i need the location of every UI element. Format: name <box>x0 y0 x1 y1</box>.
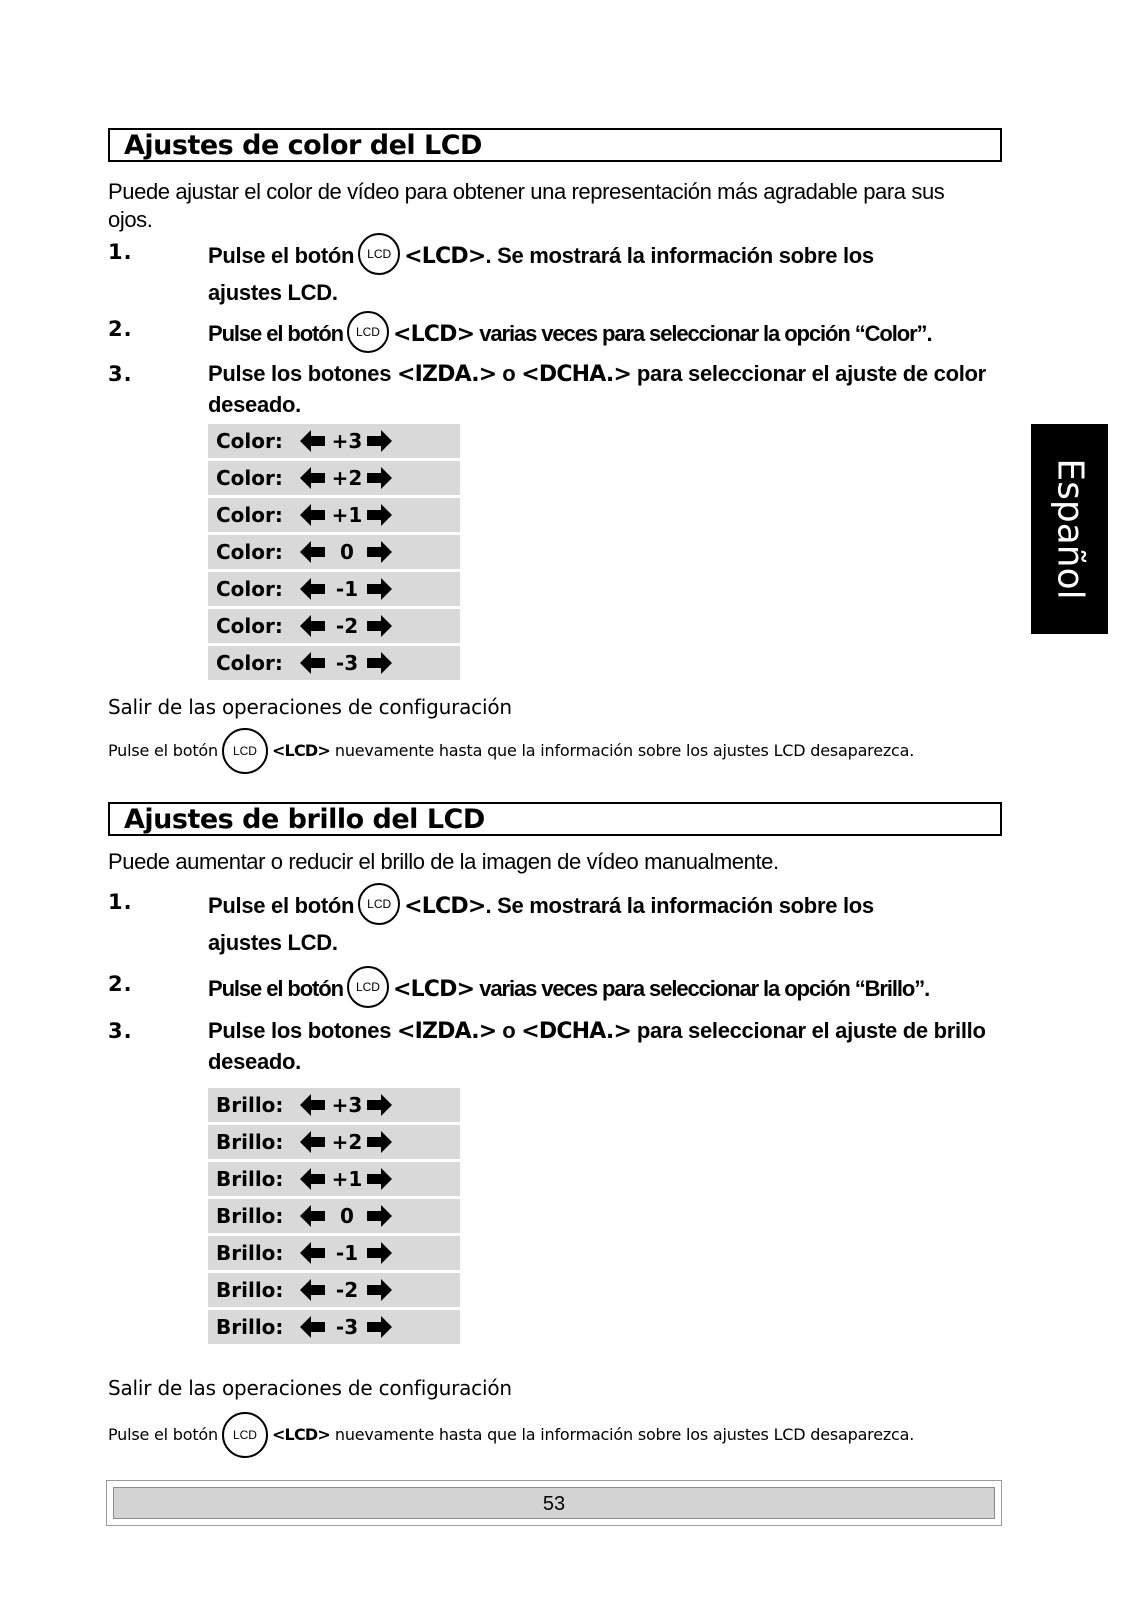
arrow-right-icon <box>366 1316 392 1343</box>
setting-row <box>208 1088 460 1122</box>
lcd-button-icon: LCD <box>222 728 268 774</box>
setting-label: Color: <box>216 540 283 564</box>
arrow-left-icon <box>300 430 326 457</box>
setting-row <box>208 609 460 643</box>
step-text: para seleccionar el ajuste de color deseado. <box>208 361 986 417</box>
setting-label: Brillo: <box>216 1130 284 1154</box>
step-number: 2. <box>108 972 133 996</box>
setting-row <box>208 646 460 680</box>
step-number: 2. <box>108 317 133 341</box>
step-number: 3. <box>108 1019 133 1043</box>
page-number: 53 <box>113 1487 995 1519</box>
setting-label: Brillo: <box>216 1241 284 1265</box>
step-text: Pulse el botón <box>208 242 355 268</box>
setting-value: +1 <box>331 503 363 527</box>
setting-label: Color: <box>216 614 283 638</box>
setting-value: -2 <box>335 614 359 638</box>
page-footer <box>106 1480 1002 1526</box>
arrow-left-icon <box>300 652 326 679</box>
step-text: para seleccionar el ajuste de brillo deseado. <box>208 1018 986 1074</box>
setting-row <box>208 1310 460 1344</box>
arrow-left-icon <box>300 504 326 531</box>
arrow-left-icon <box>300 578 326 605</box>
step-text: . Se mostrará la información sobre los <box>485 242 874 268</box>
setting-label: Color: <box>216 429 283 453</box>
intro-color: Puede ajustar el color de vídeo para obtener una representación más agradable para sus ojos. <box>108 179 945 232</box>
step-text: o <box>496 361 522 386</box>
lcd-key: <LCD> <box>271 741 330 760</box>
setting-label: Color: <box>216 503 283 527</box>
arrow-left-icon <box>300 1168 326 1195</box>
arrow-right-icon <box>366 1242 392 1269</box>
arrow-left-icon <box>300 615 326 642</box>
step-1-color <box>208 236 1008 278</box>
setting-value: 0 <box>340 1204 354 1228</box>
setting-value: -3 <box>335 651 359 675</box>
setting-value: -3 <box>335 1315 359 1339</box>
left-key: <IZDA.> <box>396 362 497 387</box>
step-text: . Se mostrará la información sobre los <box>485 892 874 918</box>
step-text: varias veces para seleccionar la opción “Brillo”. <box>474 975 930 1001</box>
setting-row <box>208 498 460 532</box>
arrow-right-icon <box>366 652 392 679</box>
setting-label: Brillo: <box>216 1278 284 1302</box>
setting-row <box>208 461 460 495</box>
arrow-left-icon <box>300 1279 326 1306</box>
section-title-brightness: Ajustes de brillo del LCD <box>108 802 1002 836</box>
arrow-left-icon <box>300 1205 326 1232</box>
setting-row <box>208 424 460 458</box>
lcd-button-icon: LCD <box>222 1412 268 1458</box>
exit-text-color <box>108 727 914 775</box>
right-key: <DCHA.> <box>521 1019 632 1044</box>
lcd-key: <LCD> <box>392 321 475 347</box>
left-key: <IZDA.> <box>396 1019 497 1044</box>
step-1-brightness <box>208 886 1008 928</box>
step-text: Pulse el botón <box>208 975 343 1001</box>
step-text: Pulse el botón <box>208 320 343 346</box>
setting-label: Color: <box>216 577 283 601</box>
setting-label: Brillo: <box>216 1204 284 1228</box>
intro-brightness: Puede aumentar o reducir el brillo de la imagen de vídeo manualmente. <box>108 849 779 874</box>
step-2-brightness <box>208 969 1008 1011</box>
arrow-left-icon <box>300 1094 326 1121</box>
exit-text-pre: Pulse el botón <box>108 1425 218 1444</box>
setting-label: Brillo: <box>216 1315 284 1339</box>
arrow-left-icon <box>300 1131 326 1158</box>
setting-value: -2 <box>335 1278 359 1302</box>
language-tab <box>1031 424 1108 634</box>
arrow-left-icon <box>300 1242 326 1269</box>
arrow-right-icon <box>366 430 392 457</box>
section-title-color: Ajustes de color del LCD <box>108 128 1002 162</box>
step-1-brightness-line2: ajustes LCD. <box>208 930 338 955</box>
setting-row <box>208 1236 460 1270</box>
lcd-button-icon: LCD <box>347 311 389 353</box>
right-key: <DCHA.> <box>521 362 632 387</box>
setting-label: Brillo: <box>216 1167 284 1191</box>
lcd-key: <LCD> <box>392 976 475 1002</box>
lcd-button-icon: LCD <box>347 966 389 1008</box>
arrow-right-icon <box>366 1131 392 1158</box>
step-text: Pulse los botones <box>208 361 397 386</box>
step-number: 1. <box>108 890 133 914</box>
exit-text-pre: Pulse el botón <box>108 741 218 760</box>
setting-value: -1 <box>335 577 359 601</box>
lcd-key: <LCD> <box>404 893 486 919</box>
arrow-right-icon <box>366 1168 392 1195</box>
exit-text-brightness <box>108 1411 914 1459</box>
exit-title-brightness: Salir de las operaciones de configuración <box>108 1376 512 1400</box>
arrow-right-icon <box>366 541 392 568</box>
lcd-button-icon: LCD <box>358 233 400 275</box>
step-number: 3. <box>108 362 133 386</box>
setting-row <box>208 1199 460 1233</box>
lcd-button-icon: LCD <box>358 883 400 925</box>
step-text: Pulse el botón <box>208 892 355 918</box>
arrow-left-icon <box>300 467 326 494</box>
brightness-setting-list <box>208 1088 460 1347</box>
step-3-brightness <box>208 1016 998 1077</box>
setting-value: +3 <box>331 1093 363 1117</box>
lcd-key: <LCD> <box>404 243 486 269</box>
step-number: 1. <box>108 240 133 264</box>
step-text: o <box>496 1018 522 1043</box>
setting-row <box>208 1162 460 1196</box>
step-3-color <box>208 359 998 420</box>
arrow-right-icon <box>366 1205 392 1232</box>
arrow-right-icon <box>366 467 392 494</box>
setting-value: +2 <box>331 466 363 490</box>
setting-row <box>208 1273 460 1307</box>
exit-text-post: nuevamente hasta que la información sobre los ajustes LCD desaparezca. <box>330 1425 915 1444</box>
setting-value: -1 <box>335 1241 359 1265</box>
color-setting-list <box>208 424 460 683</box>
language-tab-label: Español <box>1049 458 1090 600</box>
exit-text-post: nuevamente hasta que la información sobre los ajustes LCD desaparezca. <box>330 741 915 760</box>
step-2-color <box>208 314 1008 356</box>
setting-value: +1 <box>331 1167 363 1191</box>
setting-value: 0 <box>340 540 354 564</box>
arrow-left-icon <box>300 1316 326 1343</box>
setting-value: +3 <box>331 429 363 453</box>
setting-label: Color: <box>216 466 283 490</box>
step-text: Pulse los botones <box>208 1018 397 1043</box>
arrow-right-icon <box>366 615 392 642</box>
arrow-right-icon <box>366 1279 392 1306</box>
setting-row <box>208 1125 460 1159</box>
exit-title-color: Salir de las operaciones de configuración <box>108 695 512 719</box>
setting-row <box>208 535 460 569</box>
setting-label: Color: <box>216 651 283 675</box>
lcd-key: <LCD> <box>271 1425 330 1444</box>
arrow-right-icon <box>366 1094 392 1121</box>
setting-row <box>208 572 460 606</box>
setting-label: Brillo: <box>216 1093 284 1117</box>
step-1-color-line2: ajustes LCD. <box>208 280 338 305</box>
arrow-right-icon <box>366 578 392 605</box>
step-text: varias veces para seleccionar la opción “Color”. <box>474 320 932 346</box>
arrow-left-icon <box>300 541 326 568</box>
setting-value: +2 <box>331 1130 363 1154</box>
arrow-right-icon <box>366 504 392 531</box>
